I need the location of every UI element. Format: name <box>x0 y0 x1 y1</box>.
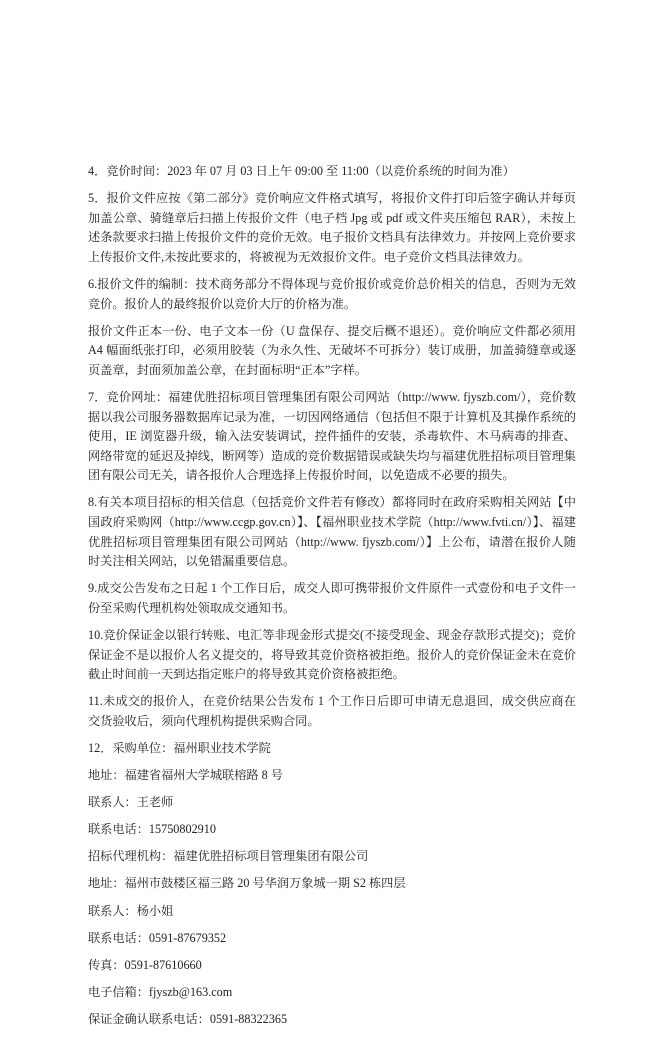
paragraph-deposit: 10.竞价保证金以银行转账、电汇等非现金形式提交(不接受现金、现金存款形式提交)；竞价保证金不是以报价人名义提交的，将导致其竞价资格被拒绝。报价人的竞价保证金未在竞价截止时间前一天到达指定账户的将导致其竞价资格被拒绝。 <box>88 627 576 682</box>
paragraph-deposit-refund: 11.未成交的报价人，在竞价结果公告发布 1 个工作日后即可申请无息退回，成交供应商在交货验收后，须向代理机构提供采购合同。 <box>88 694 576 728</box>
deposit-confirm-phone: 保证金确认联系电话：0591-88322365 <box>88 1011 288 1026</box>
document-page <box>88 162 576 1037</box>
purchaser-name: 12．采购单位：福州职业技术学院 <box>88 740 271 755</box>
agency-phone: 联系电话：0591-87679352 <box>88 930 227 945</box>
agency-email: 电子信箱：fjyszb@163.com <box>88 984 233 999</box>
purchaser-address: 地址：福建省福州大学城联榕路 8 号 <box>88 768 283 783</box>
paragraph-bid-time: 4．竞价时间：2023 年 07 月 03 日上午 09:00 至 11:00（以竞价系统的时间为准） <box>88 164 515 178</box>
agency-contact: 联系人：杨小姐 <box>88 903 174 918</box>
agency-fax: 传真：0591-87610660 <box>88 957 202 972</box>
paragraph-award-notice: 9.成交公告发布之日起 1 个工作日后，成交人即可携带报价文件原件一式壹份和电子文件一份至采购代理机构处领取成交通知书。 <box>88 581 576 615</box>
purchaser-phone: 联系电话：15750802910 <box>88 822 216 837</box>
agency-name: 招标代理机构：福建优胜招标项目管理集团有限公司 <box>88 849 369 864</box>
purchaser-contact: 联系人：王老师 <box>88 795 174 810</box>
paragraph-bid-file-format: 5．报价文件应按《第二部分》竞价响应文件格式填写，将报价文件打印后签字确认并每页加盖公章、骑缝章后扫描上传报价文件（电子档 Jpg 或 pdf 或文件夹压缩包 RAR），未按上述条款要求扫描上传报价文件的竞价无效。电子报价文档具有法律效力。并按网上竞价要求上传报价文件,未按此要求的，将被视为无效报价文件。电子竞价文档具法律效力。 <box>88 191 576 264</box>
paragraph-bid-copies: 报价文件正本一份、电子文本一份（U 盘保存、提交后概不退还）。竞价响应文件都必须用 A4 幅面纸张打印，必须用胶装（为永久性、无破坏不可拆分）装订成册，加盖骑缝章或逐页盖章，封面须加盖公章，在封面标明“正本”字样。 <box>88 323 576 377</box>
agency-address: 地址：福州市鼓楼区福三路 20 号华润万象城一期 S2 栋四层 <box>88 876 406 891</box>
paragraph-bid-file-preparation: 6.报价文件的编制：技术商务部分不得体现与竞价报价或竞价总价相关的信息，否则为无效竞价。报价人的最终报价以竞价大厅的价格为准。 <box>88 276 576 311</box>
paragraph-bid-website: 7．竞价网址：福建优胜招标项目管理集团有限公司网站（http://www. fjyszb.com/），竞价数据以我公司服务器数据库记录为准，一切因网络通信（包括但不限于计算机及其操作系统的使用，IE 浏览器升级，输入法安装调试，控件插件的安装，杀毒软件、木马病毒的排查、网络带宽的延迟及掉线，断网等）造成的竞价数据错误或缺失均与福建优胜招标项目管理集团有限公司无关，请各报价人合理选择上传报价时间，以免造成不必要的损失。 <box>88 389 576 483</box>
paragraph-announcement-sites: 8.有关本项目招标的相关信息（包括竞价文件若有修改）都将同时在政府采购相关网站【中国政府采购网（http://www.ccgp.gov.cn）】、【福州职业技术学院（http://www.fvti.cn/）】、福建优胜招标项目管理集团有限公司网站（http://www. fjyszb.com/）】上公布，请潜在报价人随时关注相关网站，以免错漏重要信息。 <box>88 495 576 569</box>
